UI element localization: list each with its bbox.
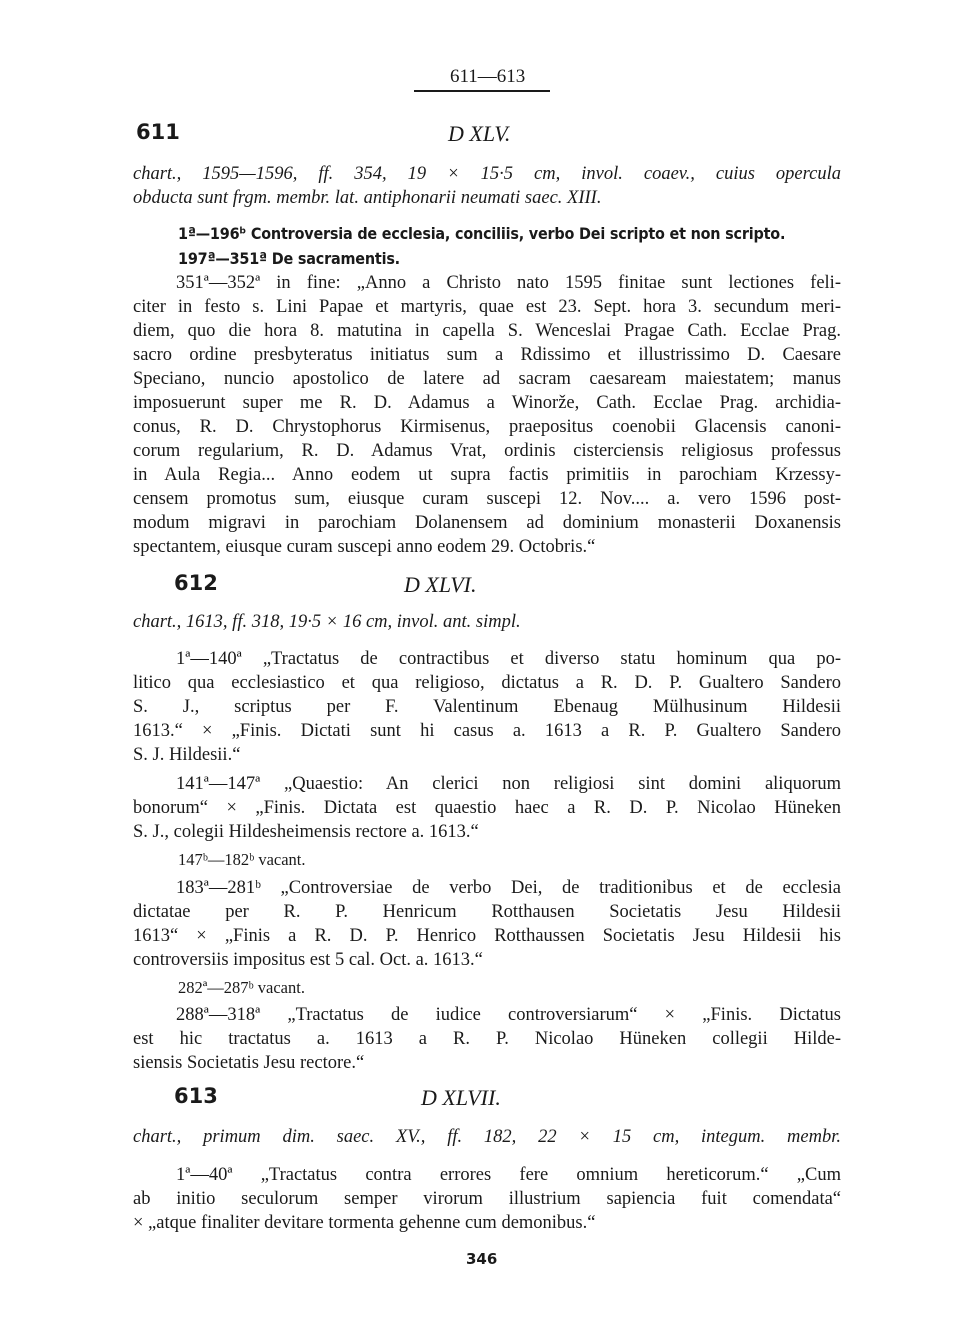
- entry-title: D XLVII.: [421, 1085, 501, 1110]
- entry-line: × „atque finaliter devitare tormenta gehenne cum demonibus.“: [133, 1213, 596, 1233]
- entry-line: 197ª—351ª De sacramentis.: [178, 249, 400, 268]
- entry-line: diem, quo die hora 8. matutina in capella S. Wenceslai Pragae Cath. Ecclae Prag.: [133, 321, 841, 341]
- entry-line: corum regularium, R. D. Adamus Vrat, ordinis cisterciensis religiosus professus: [133, 441, 841, 461]
- page-range-header: 611—613: [450, 66, 526, 87]
- entry-line: S. J., colegii Hildesheimensis rectore a. 1613.“: [133, 822, 479, 842]
- entry-line: 1613“ × „Finis a R. D. P. Henrico Rotthaussen Societatis Jesu Hildesii his: [133, 926, 841, 946]
- entry-line: 1ª—40ª „Tractatus contra errores fere omnium hereticorum.“ „Cum: [176, 1165, 841, 1185]
- entry-line: imposuerunt super me R. D. Adamus a Winorže, Cath. Ecclae Prag. archidia-: [133, 393, 841, 413]
- entry-line: 1ª—196ᵇ Controversia de ecclesia, conciliis, verbo Dei scripto et non scripto.: [178, 224, 786, 243]
- entry-line: dictatae per R. P. Henricum Rotthausen Societatis Jesu Hildesii: [133, 902, 841, 922]
- entry-line: in Aula Regia... Anno eodem ut supra factis primitiis in parochiam Krzessy-: [133, 465, 841, 485]
- entry-line: spectantem, eiusque curam suscepi anno eodem 29. Octobris.“: [133, 537, 596, 557]
- entry-line: conus, R. D. Chrystophorus Kirmisenus, praepositus coenobii Glacensis canoni-: [133, 417, 841, 437]
- entry-line: chart., 1613, ff. 318, 19·5 × 16 cm, invol. ant. simpl.: [133, 612, 521, 632]
- entry-number: 613: [174, 1084, 218, 1108]
- entry-title: D XLVI.: [404, 572, 477, 597]
- entry-line: 351ª—352ª in fine: „Anno a Christo nato 1595 finitae sunt lectiones feli-: [176, 273, 841, 293]
- entry-line: siensis Societatis Jesu rectore.“: [133, 1053, 365, 1073]
- entry-line: 147ᵇ—182ᵇ vacant.: [178, 850, 306, 869]
- entry-number: 612: [174, 571, 218, 595]
- entry-line: Speciano, nuncio apostolico de latere ad sacram caesaream maiestatem; manus: [133, 369, 841, 389]
- entry-line: 1613.“ × „Finis. Dictati sunt hi casus a. 1613 a R. P. Gualtero Sandero: [133, 721, 841, 741]
- entry-line: est hic tractatus a. 1613 a R. P. Nicolao Hüneken collegii Hilde-: [133, 1029, 841, 1049]
- entry-line: censem promotus sum, eiusque curam suscepi 12. Nov.... a. vero 1596 post-: [133, 489, 841, 509]
- entry-line: obducta sunt frgm. membr. lat. antiphonarii neumati saec. XIII.: [133, 188, 602, 208]
- page-number: 346: [466, 1250, 498, 1268]
- entry-line: 282ª—287ᵇ vacant.: [178, 978, 305, 997]
- entry-title: D XLV.: [448, 121, 511, 146]
- entry-line: 288ª—318ª „Tractatus de iudice controversiarum“ × „Finis. Dictatus: [176, 1005, 841, 1025]
- entry-line: S. J. Hildesii.“: [133, 745, 241, 765]
- entry-line: 1ª—140ª „Tractatus de contractibus et diverso statu hominum qua po-: [176, 649, 841, 669]
- entry-line: ab initio seculorum semper virorum illustrium sapiencia fuit comendata“: [133, 1189, 841, 1209]
- entry-line: 183ª—281ᵇ „Controversiae de verbo Dei, de traditionibus et de ecclesia: [176, 878, 841, 898]
- entry-line: chart., 1595—1596, ff. 354, 19 × 15·5 cm, invol. coaev., cuius opercula: [133, 164, 841, 184]
- entry-line: chart., primum dim. saec. XV., ff. 182, 22 × 15 cm, integum. membr.: [133, 1127, 841, 1147]
- header-rule: [414, 90, 550, 92]
- entry-line: bonorum“ × „Finis. Dictata est quaestio haec a R. D. P. Nicolao Hüneken: [133, 798, 841, 818]
- entry-line: sacro ordine presbyteratus initiatus sum a Rdissimo et illustrissimo D. Caesare: [133, 345, 841, 365]
- entry-line: controversiis impositus est 5 cal. Oct. a. 1613.“: [133, 950, 483, 970]
- entry-line: modum migravi in parochiam Dolanensem ad dominium monasterii Doxanensis: [133, 513, 841, 533]
- entry-number: 611: [136, 120, 180, 144]
- entry-line: litico qua ecclesiastico et qua religioso, dictatus a R. D. P. Gualtero Sandero: [133, 673, 841, 693]
- entry-line: citer in festo s. Lini Papae et martyris, quae est 23. Sept. hora 3. secundum meri-: [133, 297, 841, 317]
- entry-line: S. J., scriptus per F. Valentinum Ebenaug Mülhusinum Hildesii: [133, 697, 841, 717]
- entry-line: 141ª—147ª „Quaestio: An clerici non religiosi sint domini aliquorum: [176, 774, 841, 794]
